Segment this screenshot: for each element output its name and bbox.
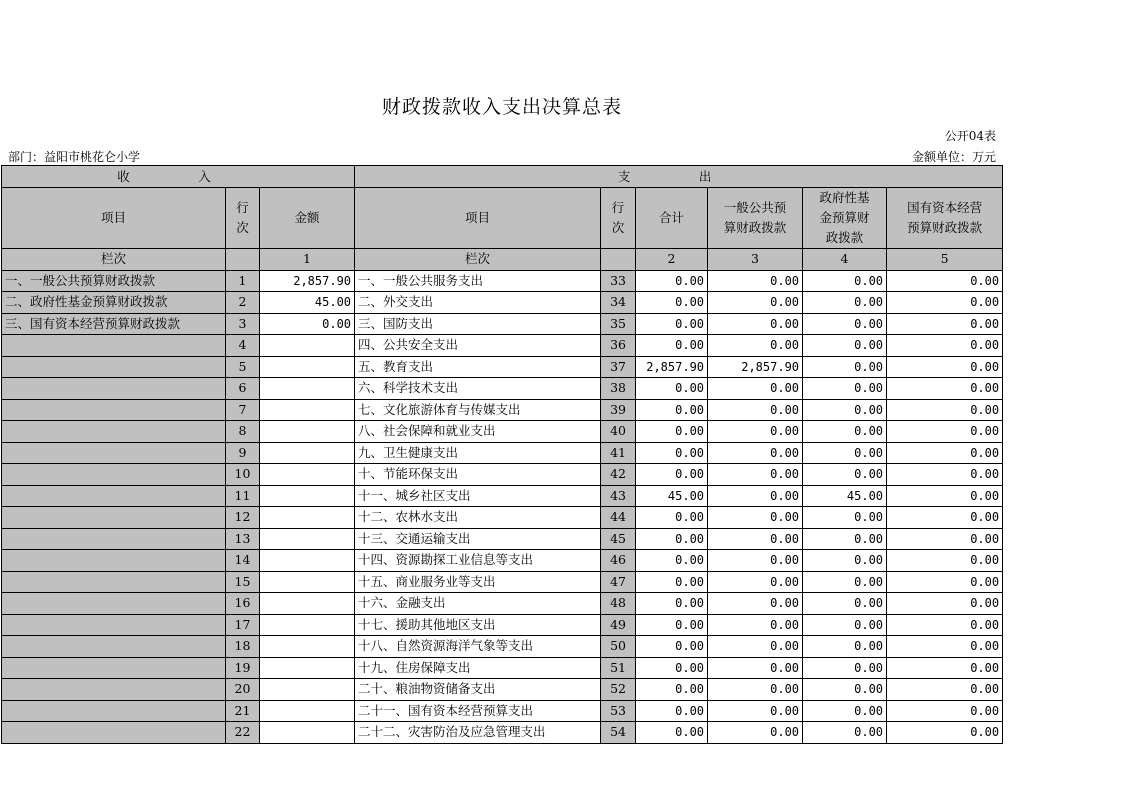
expense-item-cell: 十六、金融支出: [355, 593, 601, 615]
table-row: [2, 313, 1003, 335]
expense-row-no-cell: 43: [601, 485, 636, 507]
state-capital-cell: 0.00: [887, 464, 1003, 486]
table-row: [2, 593, 1003, 615]
income-amount-cell: [260, 593, 355, 615]
gov-fund-cell: 0.00: [803, 657, 887, 679]
gov-fund-cell: 0.00: [803, 399, 887, 421]
income-row-no-cell: 21: [226, 700, 260, 722]
gov-fund-cell: 0.00: [803, 356, 887, 378]
income-amount-cell: [260, 700, 355, 722]
table-row: [2, 657, 1003, 679]
income-row-no-cell: 3: [226, 313, 260, 335]
section-header-row: [2, 166, 1003, 188]
col-index-empty: [601, 249, 636, 271]
income-row-no-cell: 8: [226, 421, 260, 443]
table-row: [2, 700, 1003, 722]
general-budget-cell: 2,857.90: [708, 356, 803, 378]
income-row-no-cell: 2: [226, 292, 260, 314]
income-row-no-cell: 17: [226, 614, 260, 636]
page-title: 财政拨款收入支出决算总表: [381, 96, 622, 118]
general-budget-header: 一般公共预 算财政拨款: [708, 188, 803, 249]
expense-item-cell: 十、节能环保支出: [355, 464, 601, 486]
state-capital-cell: 0.00: [887, 378, 1003, 400]
income-item-cell: [2, 550, 226, 572]
expense-row-no-cell: 51: [601, 657, 636, 679]
general-budget-cell: 0.00: [708, 335, 803, 357]
expense-item-cell: 二十一、国有资本经营预算支出: [355, 700, 601, 722]
table-row: [2, 292, 1003, 314]
income-item-cell: [2, 614, 226, 636]
table-row: [2, 270, 1003, 292]
table-row: [2, 550, 1003, 572]
total-cell: 0.00: [636, 657, 708, 679]
general-budget-cell: 0.00: [708, 421, 803, 443]
income-item-cell: [2, 421, 226, 443]
state-capital-cell: 0.00: [887, 335, 1003, 357]
income-item-cell: [2, 657, 226, 679]
expense-row-no-cell: 39: [601, 399, 636, 421]
gov-fund-cell: 0.00: [803, 679, 887, 701]
expense-item-cell: 十二、农林水支出: [355, 507, 601, 529]
total-cell: 0.00: [636, 378, 708, 400]
income-row-no-cell: 14: [226, 550, 260, 572]
state-capital-cell: 0.00: [887, 313, 1003, 335]
col-index-1: 1: [260, 249, 355, 271]
total-cell: 0.00: [636, 722, 708, 744]
income-row-no-cell: 4: [226, 335, 260, 357]
amount-unit-label: 金额单位：万元: [911, 150, 996, 164]
expense-item-cell: 二十二、灾害防治及应急管理支出: [355, 722, 601, 744]
income-item-cell: 三、国有资本经营预算财政拨款: [2, 313, 226, 335]
gov-fund-cell: 0.00: [803, 270, 887, 292]
expense-row-no-cell: 53: [601, 700, 636, 722]
expense-item-cell: 一、一般公共服务支出: [355, 270, 601, 292]
income-row-no-cell: 9: [226, 442, 260, 464]
general-budget-cell: 0.00: [708, 270, 803, 292]
expense-item-cell: 二十、粮油物资储备支出: [355, 679, 601, 701]
column-header-row: [2, 188, 1003, 249]
expense-row-no-cell: 52: [601, 679, 636, 701]
income-amount-cell: [260, 464, 355, 486]
table-row: [2, 636, 1003, 658]
income-section-header: [2, 166, 355, 188]
income-amount-cell: 45.00: [260, 292, 355, 314]
general-budget-cell: 0.00: [708, 378, 803, 400]
income-item-cell: [2, 679, 226, 701]
income-row-no-cell: 13: [226, 528, 260, 550]
income-item-cell: [2, 442, 226, 464]
income-amount-cell: [260, 356, 355, 378]
income-amount-cell: [260, 657, 355, 679]
expense-row-no-cell: 41: [601, 442, 636, 464]
income-amount-cell: [260, 528, 355, 550]
expense-row-no-cell: 40: [601, 421, 636, 443]
expense-row-no-cell: 33: [601, 270, 636, 292]
expense-row-no-cell: 42: [601, 464, 636, 486]
income-row-no-cell: 19: [226, 657, 260, 679]
income-item-cell: 一、一般公共预算财政拨款: [2, 270, 226, 292]
state-capital-cell: 0.00: [887, 528, 1003, 550]
table-row: [2, 722, 1003, 744]
table-row: [2, 335, 1003, 357]
expense-item-cell: 二、外交支出: [355, 292, 601, 314]
state-capital-cell: 0.00: [887, 421, 1003, 443]
gov-fund-cell: 0.00: [803, 700, 887, 722]
state-capital-cell: 0.00: [887, 550, 1003, 572]
general-budget-cell: 0.00: [708, 700, 803, 722]
table-row: [2, 378, 1003, 400]
expense-row-no-cell: 50: [601, 636, 636, 658]
income-item-cell: [2, 636, 226, 658]
general-budget-cell: 0.00: [708, 593, 803, 615]
total-cell: 0.00: [636, 679, 708, 701]
income-row-no-cell: 20: [226, 679, 260, 701]
total-cell: 0.00: [636, 507, 708, 529]
state-capital-cell: 0.00: [887, 722, 1003, 744]
general-budget-cell: 0.00: [708, 485, 803, 507]
general-budget-cell: 0.00: [708, 528, 803, 550]
state-capital-cell: 0.00: [887, 571, 1003, 593]
state-capital-cell: 0.00: [887, 270, 1003, 292]
general-budget-cell: 0.00: [708, 399, 803, 421]
expense-section-header: [355, 166, 1003, 188]
income-item-cell: [2, 378, 226, 400]
col-index-3: 3: [708, 249, 803, 271]
state-capital-cell: 0.00: [887, 399, 1003, 421]
state-capital-cell: 0.00: [887, 657, 1003, 679]
income-item-cell: [2, 356, 226, 378]
table-row: [2, 679, 1003, 701]
expense-item-header: 项目: [355, 188, 601, 249]
general-budget-cell: 0.00: [708, 636, 803, 658]
income-item-cell: 二、政府性基金预算财政拨款: [2, 292, 226, 314]
total-cell: 2,857.90: [636, 356, 708, 378]
table-row: [2, 356, 1003, 378]
col-index-5: 5: [887, 249, 1003, 271]
income-amount-cell: [260, 636, 355, 658]
expense-row-no-cell: 49: [601, 614, 636, 636]
total-cell: 0.00: [636, 313, 708, 335]
total-header: 合计: [636, 188, 708, 249]
column-index-row: [2, 249, 1003, 271]
income-row-no-cell: 22: [226, 722, 260, 744]
total-cell: 0.00: [636, 399, 708, 421]
income-item-cell: [2, 571, 226, 593]
state-capital-cell: 0.00: [887, 485, 1003, 507]
income-amount-cell: [260, 571, 355, 593]
gov-fund-cell: 0.00: [803, 335, 887, 357]
income-item-cell: [2, 485, 226, 507]
income-item-cell: [2, 722, 226, 744]
income-amount-cell: [260, 507, 355, 529]
table-row: [2, 421, 1003, 443]
expense-section-label: 支 出: [617, 168, 740, 184]
income-item-cell: [2, 335, 226, 357]
total-cell: 0.00: [636, 292, 708, 314]
general-budget-cell: 0.00: [708, 292, 803, 314]
gov-fund-cell: 0.00: [803, 378, 887, 400]
gov-fund-cell: 0.00: [803, 722, 887, 744]
general-budget-cell: 0.00: [708, 442, 803, 464]
income-row-no-cell: 18: [226, 636, 260, 658]
total-cell: 0.00: [636, 550, 708, 572]
col-label-income: 栏次: [2, 249, 226, 271]
state-capital-header: 国有资本经营 预算财政拨款: [887, 188, 1003, 249]
department-label: 部门：益阳市桃花仑小学: [8, 150, 141, 164]
expense-item-cell: 八、社会保障和就业支出: [355, 421, 601, 443]
total-cell: 0.00: [636, 700, 708, 722]
income-amount-cell: 2,857.90: [260, 270, 355, 292]
table-row: [2, 614, 1003, 636]
income-amount-cell: [260, 485, 355, 507]
general-budget-cell: 0.00: [708, 679, 803, 701]
income-row-no-cell: 15: [226, 571, 260, 593]
income-amount-cell: [260, 421, 355, 443]
gov-fund-cell: 0.00: [803, 292, 887, 314]
expense-row-no-cell: 46: [601, 550, 636, 572]
final-accounts-table: [1, 165, 1003, 744]
col-index-4: 4: [803, 249, 887, 271]
expense-item-cell: 十五、商业服务业等支出: [355, 571, 601, 593]
general-budget-cell: 0.00: [708, 313, 803, 335]
income-amount-cell: [260, 399, 355, 421]
general-budget-cell: 0.00: [708, 614, 803, 636]
gov-fund-cell: 0.00: [803, 464, 887, 486]
gov-fund-cell: 0.00: [803, 571, 887, 593]
total-cell: 0.00: [636, 593, 708, 615]
income-row-no-cell: 1: [226, 270, 260, 292]
expense-row-no-cell: 35: [601, 313, 636, 335]
expense-item-cell: 九、卫生健康支出: [355, 442, 601, 464]
expense-item-cell: 十一、城乡社区支出: [355, 485, 601, 507]
table-row: [2, 399, 1003, 421]
income-item-cell: [2, 399, 226, 421]
income-row-no-cell: 11: [226, 485, 260, 507]
expense-row-no-cell: 38: [601, 378, 636, 400]
table-row: [2, 442, 1003, 464]
table-row: [2, 507, 1003, 529]
income-row-no-cell: 10: [226, 464, 260, 486]
total-cell: 0.00: [636, 335, 708, 357]
table-row: [2, 571, 1003, 593]
expense-item-cell: 五、教育支出: [355, 356, 601, 378]
total-cell: 0.00: [636, 464, 708, 486]
expense-item-cell: 六、科学技术支出: [355, 378, 601, 400]
expense-item-cell: 十九、住房保障支出: [355, 657, 601, 679]
expense-item-cell: 十八、自然资源海洋气象等支出: [355, 636, 601, 658]
gov-fund-cell: 0.00: [803, 614, 887, 636]
gov-fund-cell: 0.00: [803, 550, 887, 572]
expense-row-no-cell: 45: [601, 528, 636, 550]
income-item-cell: [2, 528, 226, 550]
state-capital-cell: 0.00: [887, 700, 1003, 722]
gov-fund-cell: 0.00: [803, 593, 887, 615]
general-budget-cell: 0.00: [708, 507, 803, 529]
income-amount-cell: [260, 614, 355, 636]
income-amount-cell: [260, 550, 355, 572]
general-budget-cell: 0.00: [708, 464, 803, 486]
income-amount-cell: [260, 378, 355, 400]
expense-row-no-cell: 36: [601, 335, 636, 357]
gov-fund-header: 政府性基 金预算财 政拨款: [803, 188, 887, 249]
income-item-cell: [2, 464, 226, 486]
income-row-no-cell: 12: [226, 507, 260, 529]
form-number: 公开04表: [944, 129, 996, 143]
general-budget-cell: 0.00: [708, 571, 803, 593]
expense-row-no-header: 行 次: [601, 188, 636, 249]
gov-fund-cell: 45.00: [803, 485, 887, 507]
income-item-cell: [2, 593, 226, 615]
col-label-expense: 栏次: [355, 249, 601, 271]
expense-item-cell: 十四、资源勘探工业信息等支出: [355, 550, 601, 572]
total-cell: 0.00: [636, 636, 708, 658]
expense-row-no-cell: 37: [601, 356, 636, 378]
state-capital-cell: 0.00: [887, 636, 1003, 658]
state-capital-cell: 0.00: [887, 614, 1003, 636]
col-index-empty: [226, 249, 260, 271]
table-row: [2, 528, 1003, 550]
expense-row-no-cell: 54: [601, 722, 636, 744]
expense-row-no-cell: 48: [601, 593, 636, 615]
income-amount-cell: [260, 679, 355, 701]
col-index-2: 2: [636, 249, 708, 271]
state-capital-cell: 0.00: [887, 593, 1003, 615]
income-item-cell: [2, 507, 226, 529]
total-cell: 0.00: [636, 571, 708, 593]
total-cell: 45.00: [636, 485, 708, 507]
income-section-label: 收 入: [117, 168, 239, 184]
income-amount-cell: [260, 722, 355, 744]
income-row-no-header: 行 次: [226, 188, 260, 249]
gov-fund-cell: 0.00: [803, 313, 887, 335]
income-row-no-cell: 6: [226, 378, 260, 400]
income-item-header: 项目: [2, 188, 226, 249]
gov-fund-cell: 0.00: [803, 528, 887, 550]
income-amount-cell: 0.00: [260, 313, 355, 335]
income-amount-cell: [260, 335, 355, 357]
income-item-cell: [2, 700, 226, 722]
expense-item-cell: 三、国防支出: [355, 313, 601, 335]
state-capital-cell: 0.00: [887, 442, 1003, 464]
total-cell: 0.00: [636, 614, 708, 636]
expense-item-cell: 十三、交通运输支出: [355, 528, 601, 550]
income-row-no-cell: 5: [226, 356, 260, 378]
gov-fund-cell: 0.00: [803, 442, 887, 464]
expense-item-cell: 七、文化旅游体育与传媒支出: [355, 399, 601, 421]
expense-row-no-cell: 47: [601, 571, 636, 593]
state-capital-cell: 0.00: [887, 679, 1003, 701]
total-cell: 0.00: [636, 442, 708, 464]
income-row-no-cell: 7: [226, 399, 260, 421]
expense-item-cell: 四、公共安全支出: [355, 335, 601, 357]
state-capital-cell: 0.00: [887, 507, 1003, 529]
gov-fund-cell: 0.00: [803, 507, 887, 529]
gov-fund-cell: 0.00: [803, 636, 887, 658]
table-row: [2, 485, 1003, 507]
expense-item-cell: 十七、援助其他地区支出: [355, 614, 601, 636]
general-budget-cell: 0.00: [708, 657, 803, 679]
general-budget-cell: 0.00: [708, 550, 803, 572]
income-row-no-cell: 16: [226, 593, 260, 615]
income-amount-cell: [260, 442, 355, 464]
expense-row-no-cell: 34: [601, 292, 636, 314]
gov-fund-cell: 0.00: [803, 421, 887, 443]
table-row: [2, 464, 1003, 486]
total-cell: 0.00: [636, 421, 708, 443]
state-capital-cell: 0.00: [887, 292, 1003, 314]
total-cell: 0.00: [636, 270, 708, 292]
expense-row-no-cell: 44: [601, 507, 636, 529]
state-capital-cell: 0.00: [887, 356, 1003, 378]
general-budget-cell: 0.00: [708, 722, 803, 744]
income-amount-header: 金额: [260, 188, 355, 249]
total-cell: 0.00: [636, 528, 708, 550]
